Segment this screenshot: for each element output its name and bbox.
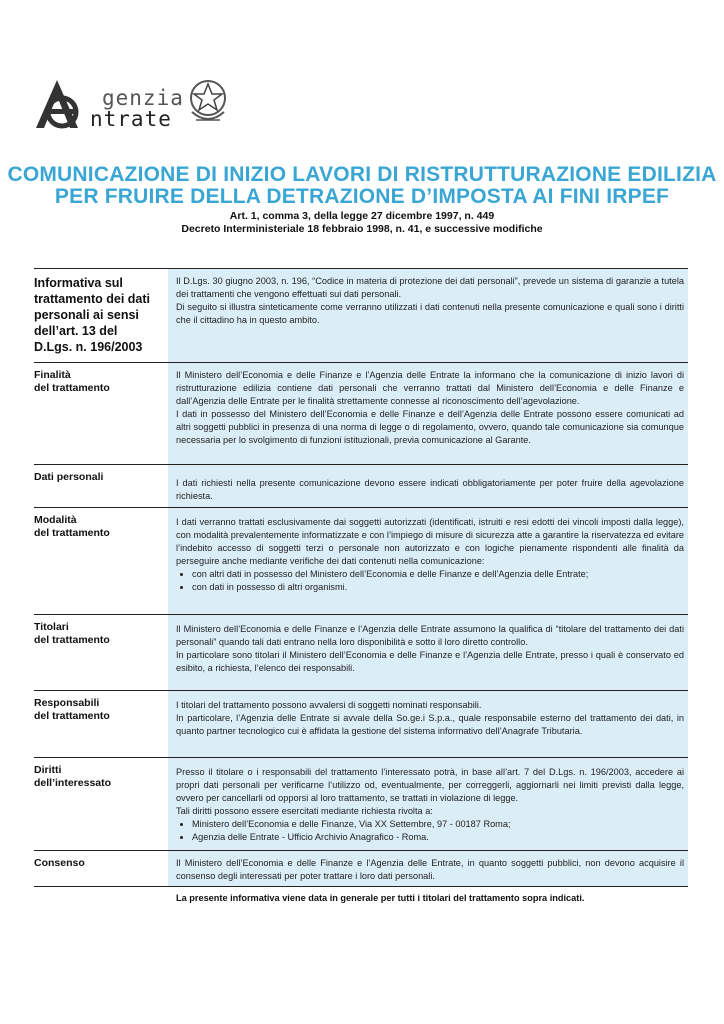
title-line-2: PER FRUIRE DELLA DETRAZIONE D’IMPOSTA AI FINI IRPEF [54,185,670,208]
logo-word-agenzia: genzia [102,86,184,110]
section-label: Modalità del trattamento [34,514,110,539]
section-consenso [34,850,688,887]
section-text: Il Ministero dell’Economia e delle Finanze e l’Agenzia delle Entrate, in quanto soggetti pubblici, non devono acquisire il consenso degli interessati per poter trattare i loro dati personali. [176,858,684,881]
list-item: • con dati in possesso di altri organismi. [192,581,684,594]
section-text: I dati richiesti nella presente comunicazione devono essere indicati obbligatoriamente per poter fruire della agevolazione richiesta. [176,478,684,501]
table-bottom-rule [34,886,688,887]
document-subtitle [0,210,724,236]
section-text: I dati verranno trattati esclusivamente dai soggetti autorizzati (identificati, istruiti e resi edotti dei vincoli imposti dalla legge), con modalità prevalentemente informatizzate e con l’impiego di misure di sicurezza atte a garantire la riservatezza ed evitare l’indebito accesso di soggetti terzi o personale non autorizzato e con logiche pienamente rispondenti alle finalità da perseguire anche mediante verifiche dei dati contenuti nella comunicazione: • con altri dati in possesso del Ministero dell’Economia e delle Finanze e dell’Agenzia delle Entrate; • con dati in possesso di altri organismi. [176,516,684,594]
section-text: I titolari del trattamento possono avvalersi di soggetti nominati responsabili. In particolare, l’Agenzia delle Entrate si avvale della So.ge.i S.p.a., quale responsabile esterno del trattamento dei dati, in quanto partner tecnologico cui è affidata la gestione del sistema informativo dell’Anagrafe Tributaria. [176,700,684,736]
subtitle-line-1: Art. 1, comma 3, della legge 27 dicembre 1997, n. 449 [229,210,495,222]
section-label: Diritti dell’interessato [34,764,112,789]
title-line-1: COMUNICAZIONE DI INIZIO LAVORI DI RISTRUTTURAZIONE EDILIZIA [7,163,717,186]
section-finalita [34,362,688,465]
subtitle-line-2: Decreto Interministeriale 18 febbraio 1998, n. 41, e successive modifiche [181,223,543,235]
section-responsabili [34,690,688,758]
section-label: Finalità del trattamento [34,369,110,394]
section-modalita [34,507,688,615]
logo-word-entrate: ntrate [90,107,172,131]
section-label: Responsabili del trattamento [34,697,110,722]
section-diritti [34,757,688,851]
agency-a-emblem-icon [34,78,80,130]
list-item: • Ministero dell’Economia e delle Finanze, Via XX Settembre, 97 - 00187 Roma; [192,818,684,831]
section-label: Titolari del trattamento [34,621,110,646]
section-dati-personali [34,464,688,508]
section-informativa [34,268,688,363]
section-label: Informativa sul trattamento dei dati personali ai sensi dell’art. 13 del D.Lgs. n. 196/2003 [34,276,150,354]
section-text: Il Ministero dell’Economia e delle Finanze e l’Agenzia delle Entrate assumono la qualifica di “titolare del trattamento dei dati personali” quando tali dati entrano nella loro disponibilità e sotto il loro diretto controllo. In particolare sono titolari il Ministero dell’Economia e delle Finanze e l’Agenzia delle Entrate, presso i quali è conservato ed esibito, a richiesta, l’elenco dei responsabili. [176,624,684,673]
footer-note: La presente informativa viene data in generale per tutti i titolari del trattamento sopra indicati. [176,893,585,903]
list-item: • Agenzia delle Entrate - Ufficio Archivio Anagrafico - Roma. [192,831,684,844]
section-label: Consenso [34,857,85,869]
diritti-bullet-list [176,818,684,844]
agenzia-entrate-logo [34,76,234,136]
section-titolari [34,614,688,691]
italian-republic-emblem-icon [186,76,230,128]
section-text: Il D.Lgs. 30 giugno 2003, n. 196, “Codice in materia di protezione dei dati personali”, prevede un sistema di garanzie a tutela dei trattamenti che vengono effettuati sui dati personali. Di seguito si illustra sinteticamente come verranno utilizzati i dati contenuti nella presente comunicazione e quali sono i diritti che il cittadino ha in questo ambito. [176,276,684,325]
modalita-bullet-list [176,568,684,594]
section-text: Presso il titolare o i responsabili del trattamento l’interessato potrà, in base all’art. 7 del D.Lgs. n. 196/2003, accedere ai propri dati personali per verificarne l’utilizzo od, eventualmente, per correggerli, aggiornarli nei limiti previsti dalla legge, ovvero per cancellarli od opporsi al loro trattamento, se trattati in violazione di legge. Tali diritti possono essere esercitati mediante richiesta rivolta a: • Ministero dell’Economia e delle Finanze, Via XX Settembre, 97 - 00187 Roma; • Agenzia delle Entrate - Ufficio Archivio Anagrafico - Roma. [176,766,684,844]
section-text: Il Ministero dell’Economia e delle Finanze e l’Agenzia delle Entrate la informano che la comunicazione di inizio lavori di ristrutturazione edilizia contiene dati personali che verranno trattati dal Ministero dell’Economia e delle Finanze e dall’Agenzia delle Entrate per le finalità strettamente connesse al riconoscimento dell’agevolazione. I dati in possesso del Ministero dell’Economia e delle Finanze e dell’Agenzia delle Entrate possono essere comunicati ad altri soggetti pubblici in presenza di una norma di legge o di regolamento, ovvero, quando tale comunicazione sia comunque necessaria per lo svolgimento di funzioni istituzionali, previa comunicazione al Garante. [176,370,684,445]
document-title [0,164,724,208]
section-label: Dati personali [34,471,104,483]
list-item: • con altri dati in possesso del Ministero dell’Economia e delle Finanze e dell’Agenzia delle Entrate; [192,568,684,581]
